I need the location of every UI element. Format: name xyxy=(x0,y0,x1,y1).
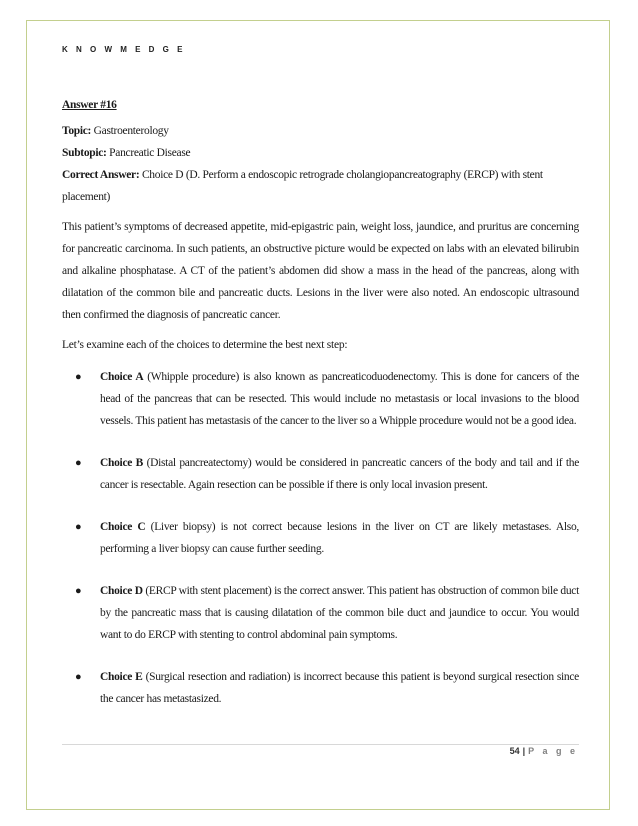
choice-text: (Liver biopsy) is not correct because lesions in the liver on CT are likely metastases. Also, performing a liver biopsy can cause further seeding. xyxy=(100,521,579,555)
bullet-icon: ● xyxy=(75,521,82,533)
choice-item-e xyxy=(62,666,579,710)
bullet-icon: ● xyxy=(75,371,82,383)
answer-title: Answer #16 xyxy=(62,99,117,111)
choice-text: (Surgical resection and radiation) is incorrect because this patient is beyond surgical resection since the cancer has metastasized. xyxy=(100,671,579,705)
explanation-paragraph: This patient’s symptoms of decreased appetite, mid-epigastric pain, weight loss, jaundice, and pruritus are concerning for pancreatic carcinoma. In such patients, an obstructive picture would be expected on labs with an elevated bilirubin and alkaline phosphatase. A CT of the patient’s abdomen did show a mass in the head of the pancreas, along with dilatation of the common bile and pancreatic ducts. Lesions in the liver were also noted. An endoscopic ultrasound then confirmed the diagnosis of pancreatic cancer. xyxy=(62,221,579,321)
subtopic-line xyxy=(62,142,579,164)
choice-label: Choice A xyxy=(100,371,144,383)
subtopic-value: Pancreatic Disease xyxy=(109,147,191,159)
footer-separator: | xyxy=(522,746,526,756)
running-header: K N O W M E D G E xyxy=(62,45,186,54)
correct-answer-label: Correct Answer: xyxy=(62,169,140,181)
choice-label: Choice E xyxy=(100,671,143,683)
choice-item-a xyxy=(62,366,579,432)
page-word: P a g e xyxy=(528,746,578,756)
choice-text: (ERCP with stent placement) is the correct answer. This patient has obstruction of common bile duct by the pancreatic mass that is causing dilatation of the common bile duct and jaundice to occur. You would want to do ERCP with stenting to control abdominal pain symptoms. xyxy=(100,585,579,641)
footer-rule xyxy=(62,744,579,745)
choice-list xyxy=(62,366,579,710)
topic-label: Topic: xyxy=(62,125,92,137)
correct-answer-value: Choice D (D. Perform a endoscopic retrograde cholangiopancreatography (ERCP) with stent placement) xyxy=(62,169,543,203)
choice-text: (Whipple procedure) is also known as pancreaticoduodenectomy. This is done for cancers of the head of the pancreas that can be resected. This would include no metastasis or local invasions to the blood vessels. This patient has metastasis of the cancer to the liver so a Whipple procedure would not be a good idea. xyxy=(100,371,579,427)
bullet-icon: ● xyxy=(75,671,82,683)
choice-text: (Distal pancreatectomy) would be considered in pancreatic cancers of the body and tail and if the cancer is resectable. Again resection can be possible if there is only local invasion present. xyxy=(100,457,580,491)
choice-item-c xyxy=(62,516,579,560)
choice-item-b xyxy=(62,452,579,496)
choice-label: Choice B xyxy=(100,457,143,469)
choice-label: Choice C xyxy=(100,521,146,533)
page-content xyxy=(62,94,579,730)
page-footer xyxy=(510,746,578,756)
choice-label: Choice D xyxy=(100,585,143,597)
subtopic-label: Subtopic: xyxy=(62,147,107,159)
bullet-icon: ● xyxy=(75,585,82,597)
intro-paragraph: Let’s examine each of the choices to determine the best next step: xyxy=(62,339,348,351)
correct-answer-line xyxy=(62,164,579,208)
topic-line xyxy=(62,120,579,142)
bullet-icon: ● xyxy=(75,457,82,469)
page-number: 54 xyxy=(509,746,520,756)
choice-item-d xyxy=(62,580,579,646)
topic-value: Gastroenterology xyxy=(93,125,169,137)
